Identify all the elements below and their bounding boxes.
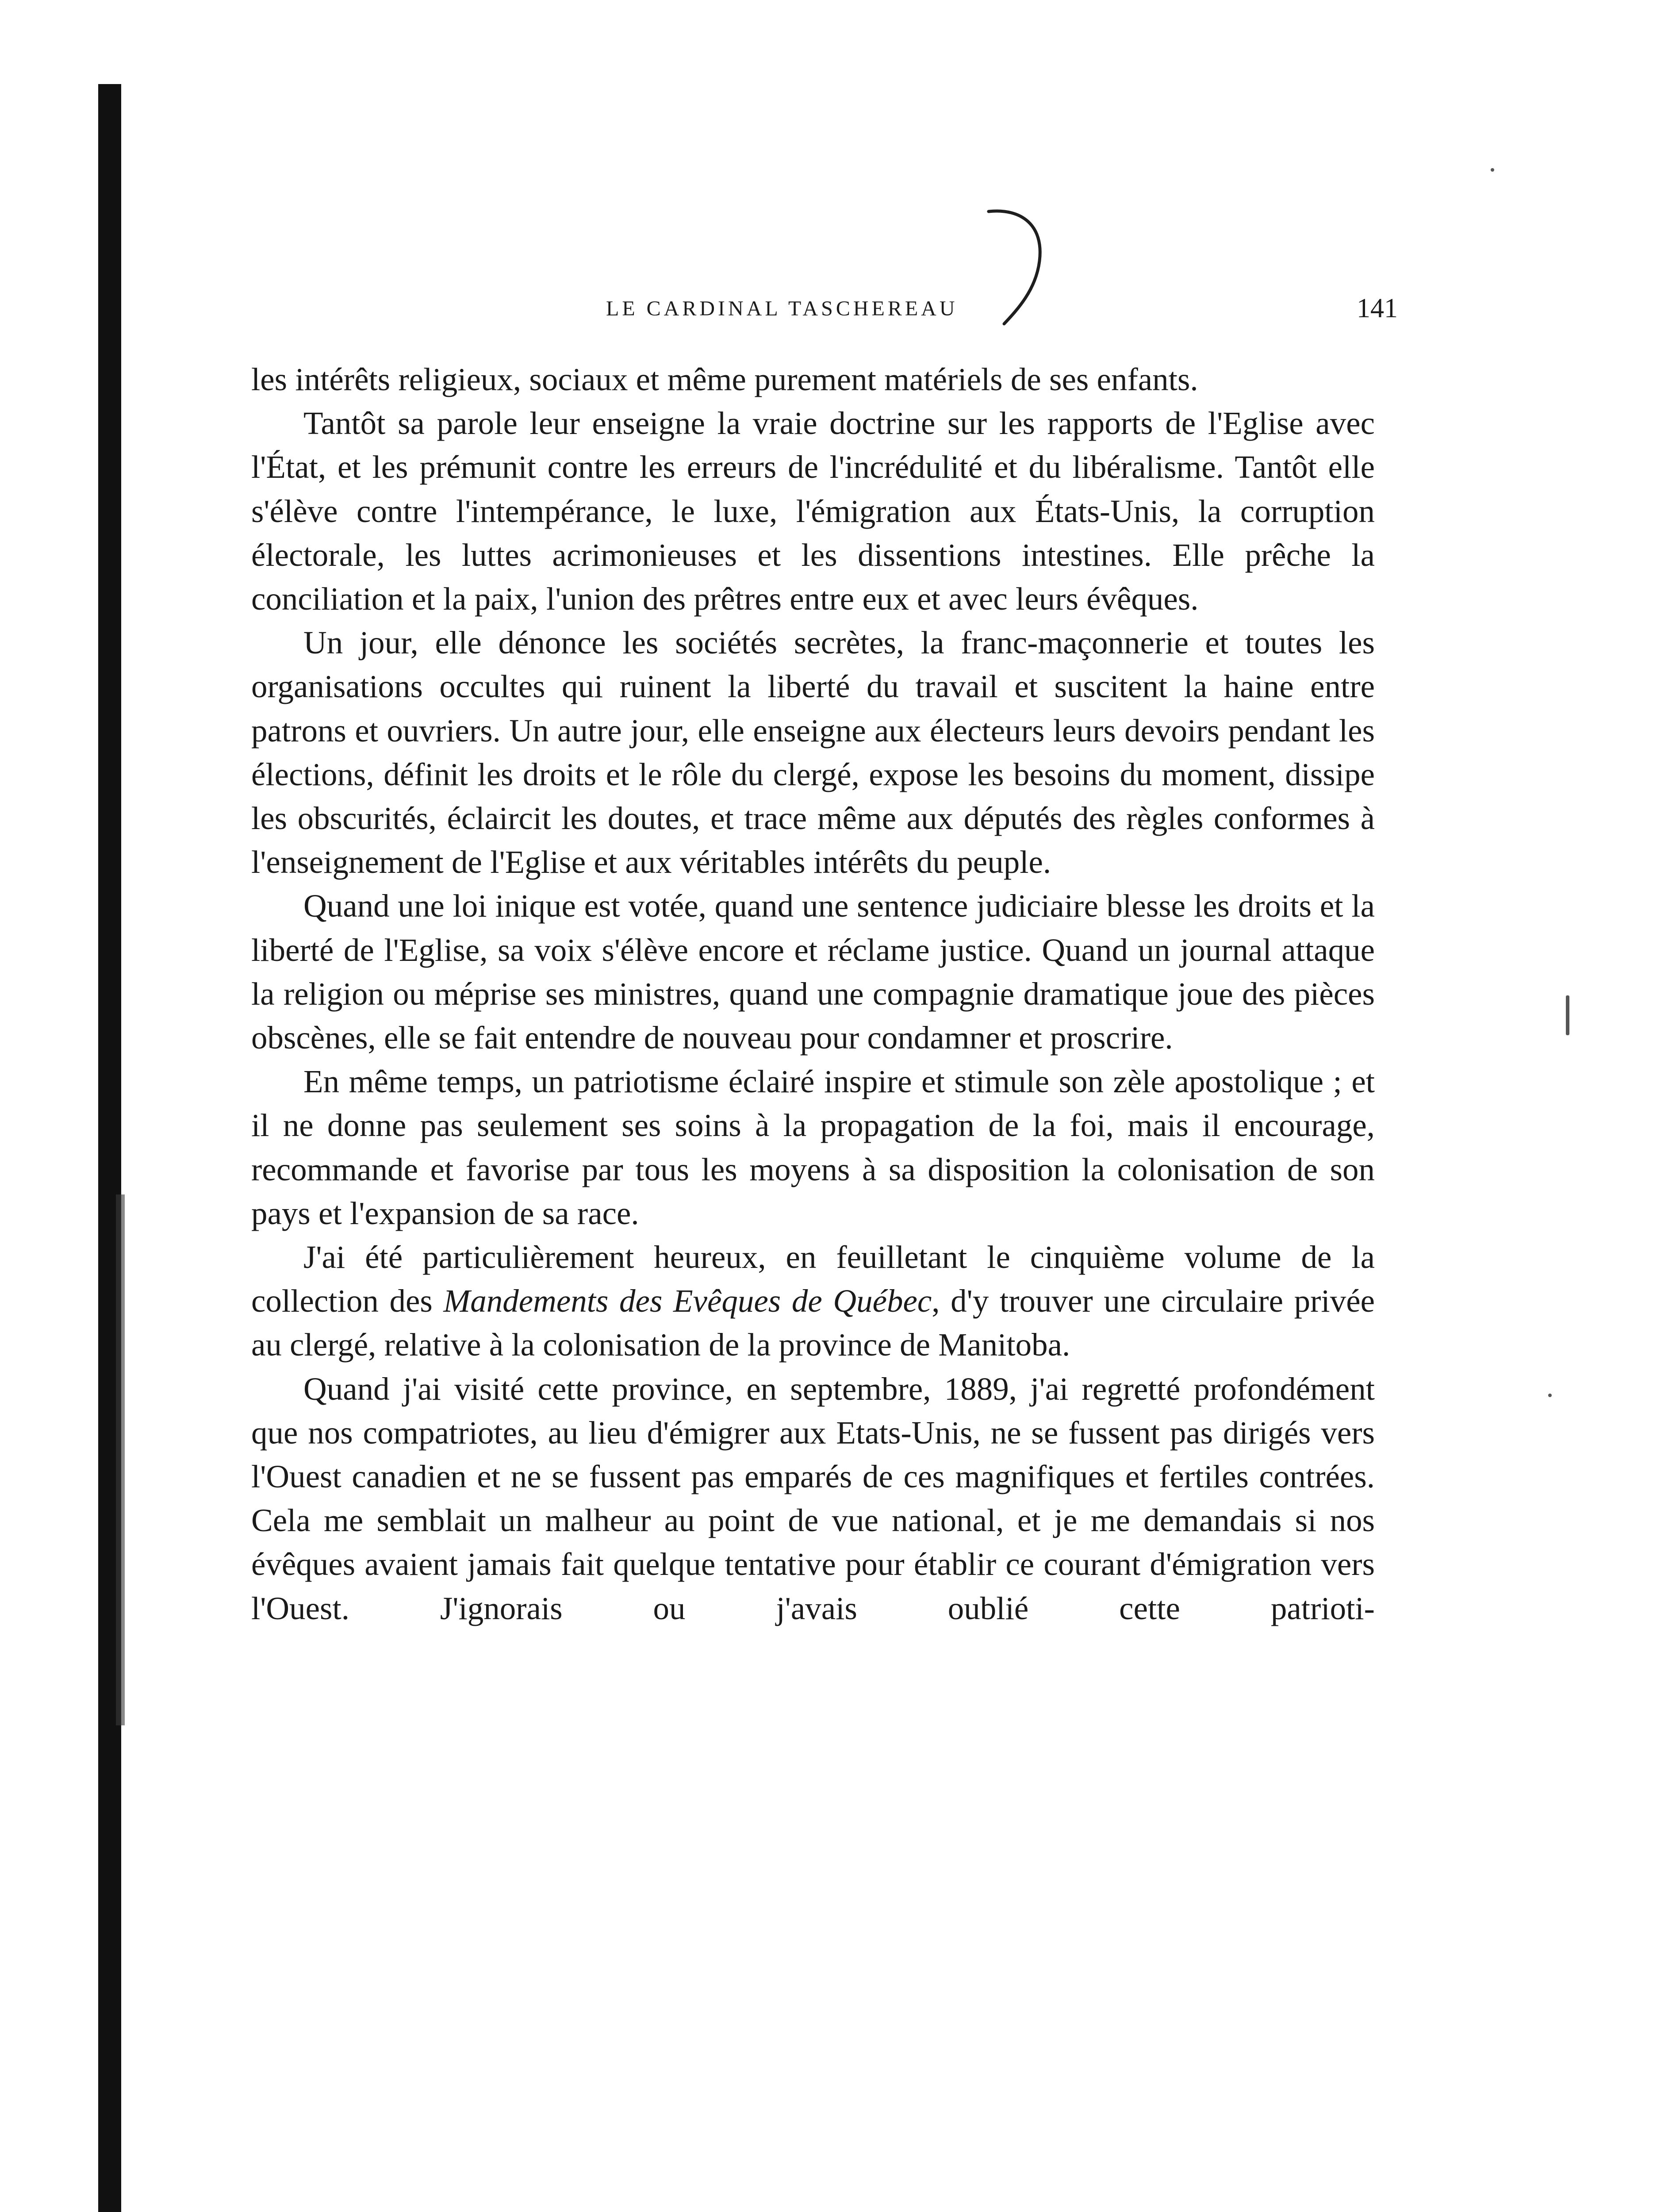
scan-binding-shadow (116, 1194, 125, 1725)
paragraph: Un jour, elle dénonce les sociétés secrètes, la franc-maçonnerie et toutes les organisations occultes qui ruinent la liberté du travail et suscitent la haine entre patrons et ouvriers. Un autre jour, elle enseigne aux électeurs leurs devoirs pendant les élections, définit les droits et le rôle du clergé, expose les besoins du moment, dissipe les obscurités, éclaircit les doutes, et trace même aux députés des règles conformes à l'enseignement de l'Eglise et aux véritables intérêts du peuple. (251, 625, 1375, 880)
paragraph-text: J'ai été particulièrement heureux, en feuilletant le cinquième volume de la collection des (251, 1239, 1375, 1319)
paragraph: Tantôt sa parole leur enseigne la vraie doctrine sur les rapports de l'Eglise avec l'État, et les prémunit contre les erreurs de l'incrédulité et du libéralisme. Tantôt elle s'élève contre l'intempérance, le luxe, l'émigration aux États-Unis, la corruption électorale, les luttes acrimonieuses et les dissentions intestines. Elle prêche la conciliation et la paix, l'union des prêtres entre eux et avec leurs évêques. (251, 405, 1375, 617)
paragraph-text: , d'y trouver une circulaire privée au clergé, relative à la colonisation de la province de Manitoba. (251, 1283, 1375, 1363)
paragraph: les intérêts religieux, sociaux et même purement matériels de ses enfants. (251, 361, 1198, 397)
paragraph: Quand une loi inique est votée, quand une sentence judiciaire blesse les droits et la liberté de l'Eglise, sa voix s'élève encore et réclame justice. Quand un journal attaque la religion ou méprise ses ministres, quand une compagnie dramatique joue des pièces obscènes, elle se fait entendre de nouveau pour condamner et proscrire. (251, 888, 1375, 1056)
body-text (251, 357, 1375, 1630)
scan-speck (1548, 1394, 1552, 1397)
scan-binding-edge (98, 84, 121, 2212)
paragraph: Quand j'ai visité cette province, en septembre, 1889, j'ai regretté profondément que nos compatriotes, au lieu d'émigrer aux Etats-Unis, ne se fussent pas dirigés vers l'Ouest canadien et ne se fussent pas emparés de ces magnifiques et fertiles contrées. Cela me semblait un malheur au point de vue national, et je me demandais si nos évêques avaient jamais fait quelque tentative pour établir ce courant d'émigration vers l'Ouest. J'ignorais ou j'avais oublié cette patrioti- (251, 1371, 1375, 1626)
running-title: LE CARDINAL TASCHEREAU (606, 297, 958, 320)
page-header (606, 292, 1398, 332)
paragraph: En même temps, un patriotisme éclairé inspire et stimule son zèle apostolique ; et il ne donne pas seulement ses soins à la propagation de la foi, mais il encourage, recommande et favorise par tous les moyens à sa disposition la colonisation de son pays et l'expansion de sa race. (251, 1064, 1375, 1231)
italic-book-title: Mandements des Evêques de Québec (443, 1283, 932, 1319)
paragraph (251, 1235, 1375, 1367)
page-number: 141 (1357, 293, 1398, 323)
scan-speck (1491, 168, 1494, 172)
scan-speck (1566, 995, 1569, 1035)
